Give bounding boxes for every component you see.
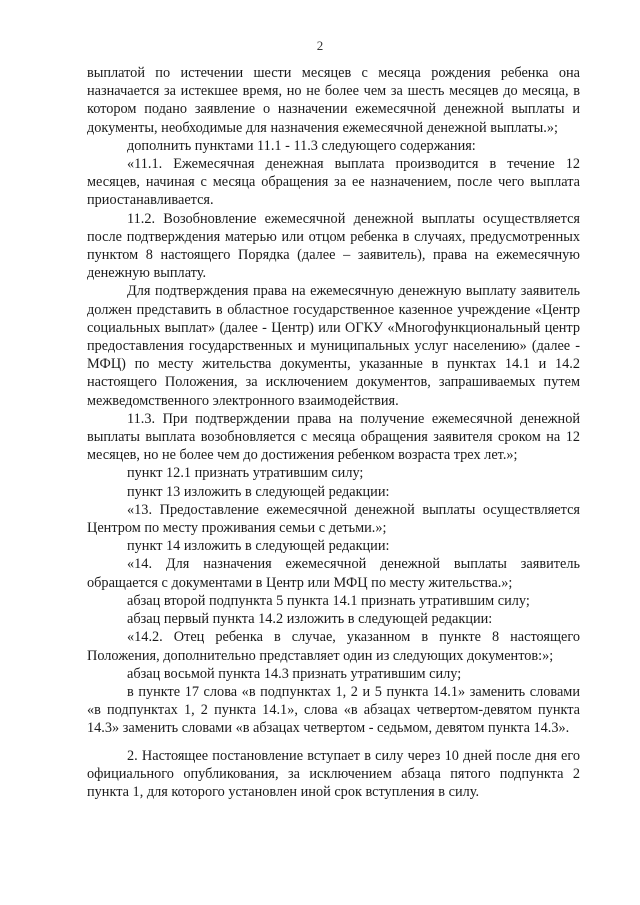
paragraph-clause-17: в пункте 17 слова «в подпунктах 1, 2 и 5 пункта 14.1» заменить словами «в подпунктах 1, 2 пункта 14.1», слова «в абзацах четвертом-девятом пункта 14.3» заменить словами «в абзацах четвертом - седьмом, девятом пункта 14.3». [87,683,580,737]
paragraph-clause-14: «14. Для назначения ежемесячной денежной выплаты заявитель обращается с документами в Центр или МФЦ по месту жительства.»; [87,556,580,591]
paragraph-continuation: выплатой по истечении шести месяцев с месяца рождения ребенка она назначается за истекшее время, но не более чем за шесть месяцев до месяца, в котором подано заявление о назначении ежемесячной денежной выплаты и документы, необходимые для назначения ежемесячной денежной выплаты.»; [87,65,580,136]
paragraph-clause-11-2: 11.2. Возобновление ежемесячной денежной выплаты осуществляется после подтверждения матерью или отцом ребенка в случаях, предусмотренных пунктом 8 настоящего Порядка (далее – заявитель), права на ежемесячную денежную выплату. [87,210,580,282]
paragraph-effective-date: 2. Настоящее постановление вступает в силу через 10 дней после дня его официального опубликования, за исключением абзаца пятого подпункта 2 пункта 1, для которого установлен иной срок вступления в силу. [87,747,580,800]
paragraph-clause-14-2: «14.2. Отец ребенка в случае, указанном в пункте 8 настоящего Положения, дополнительно представляет один из следующих документов:»; [87,629,580,664]
paragraph-clause-14-intro: пункт 14 изложить в следующей редакции: [127,538,390,555]
document-body [87,64,580,801]
paragraph-clause-14-2-intro: абзац первый пункта 14.2 изложить в следующей редакции: [127,611,493,628]
paragraph-clause-14-1-repeal: абзац второй подпункта 5 пункта 14.1 признать утратившим силу; [127,592,530,609]
paragraph-amendment-intro: дополнить пунктами 11.1 - 11.3 следующего содержания: [127,137,476,154]
paragraph-clause-11-1: «11.1. Ежемесячная денежная выплата производится в течение 12 месяцев, начиная с месяца обращения за ее назначением, после чего выплата приостанавливается. [87,156,580,209]
paragraph-clause-11-3: 11.3. При подтверждении права на получение ежемесячной денежной выплаты выплата возобновляется с месяца обращения заявителя сроком на 12 месяцев, но не более чем до достижения ребенком возраста трех лет.»; [87,410,580,464]
paragraph-clause-14-3-repeal: абзац восьмой пункта 14.3 признать утратившим силу; [127,665,462,682]
paragraph-clause-13: «13. Предоставление ежемесячной денежной выплаты осуществляется Центром по месту проживания семьи с детьми.»; [87,501,580,537]
paragraph-clause-13-intro: пункт 13 изложить в следующей редакции: [127,483,390,500]
paragraph-clause-12-1-repeal: пункт 12.1 признать утратившим силу; [127,465,364,482]
paragraph-confirmation-documents: Для подтверждения права на ежемесячную денежную выплату заявитель должен представить в областное государственное казенное учреждение «Центр социальных выплат» (далее - Центр) или ОГКУ «Многофункциональный центр предоставления государственных и муниципальных услуг населению» (далее - МФЦ) по месту жительства документы, указанные в пунктах 14.1 и 14.2 настоящего Положения, за исключением документов, запрашиваемых путем межведомственного электронного взаимодействия. [87,283,580,409]
page-number: 2 [316,38,324,53]
